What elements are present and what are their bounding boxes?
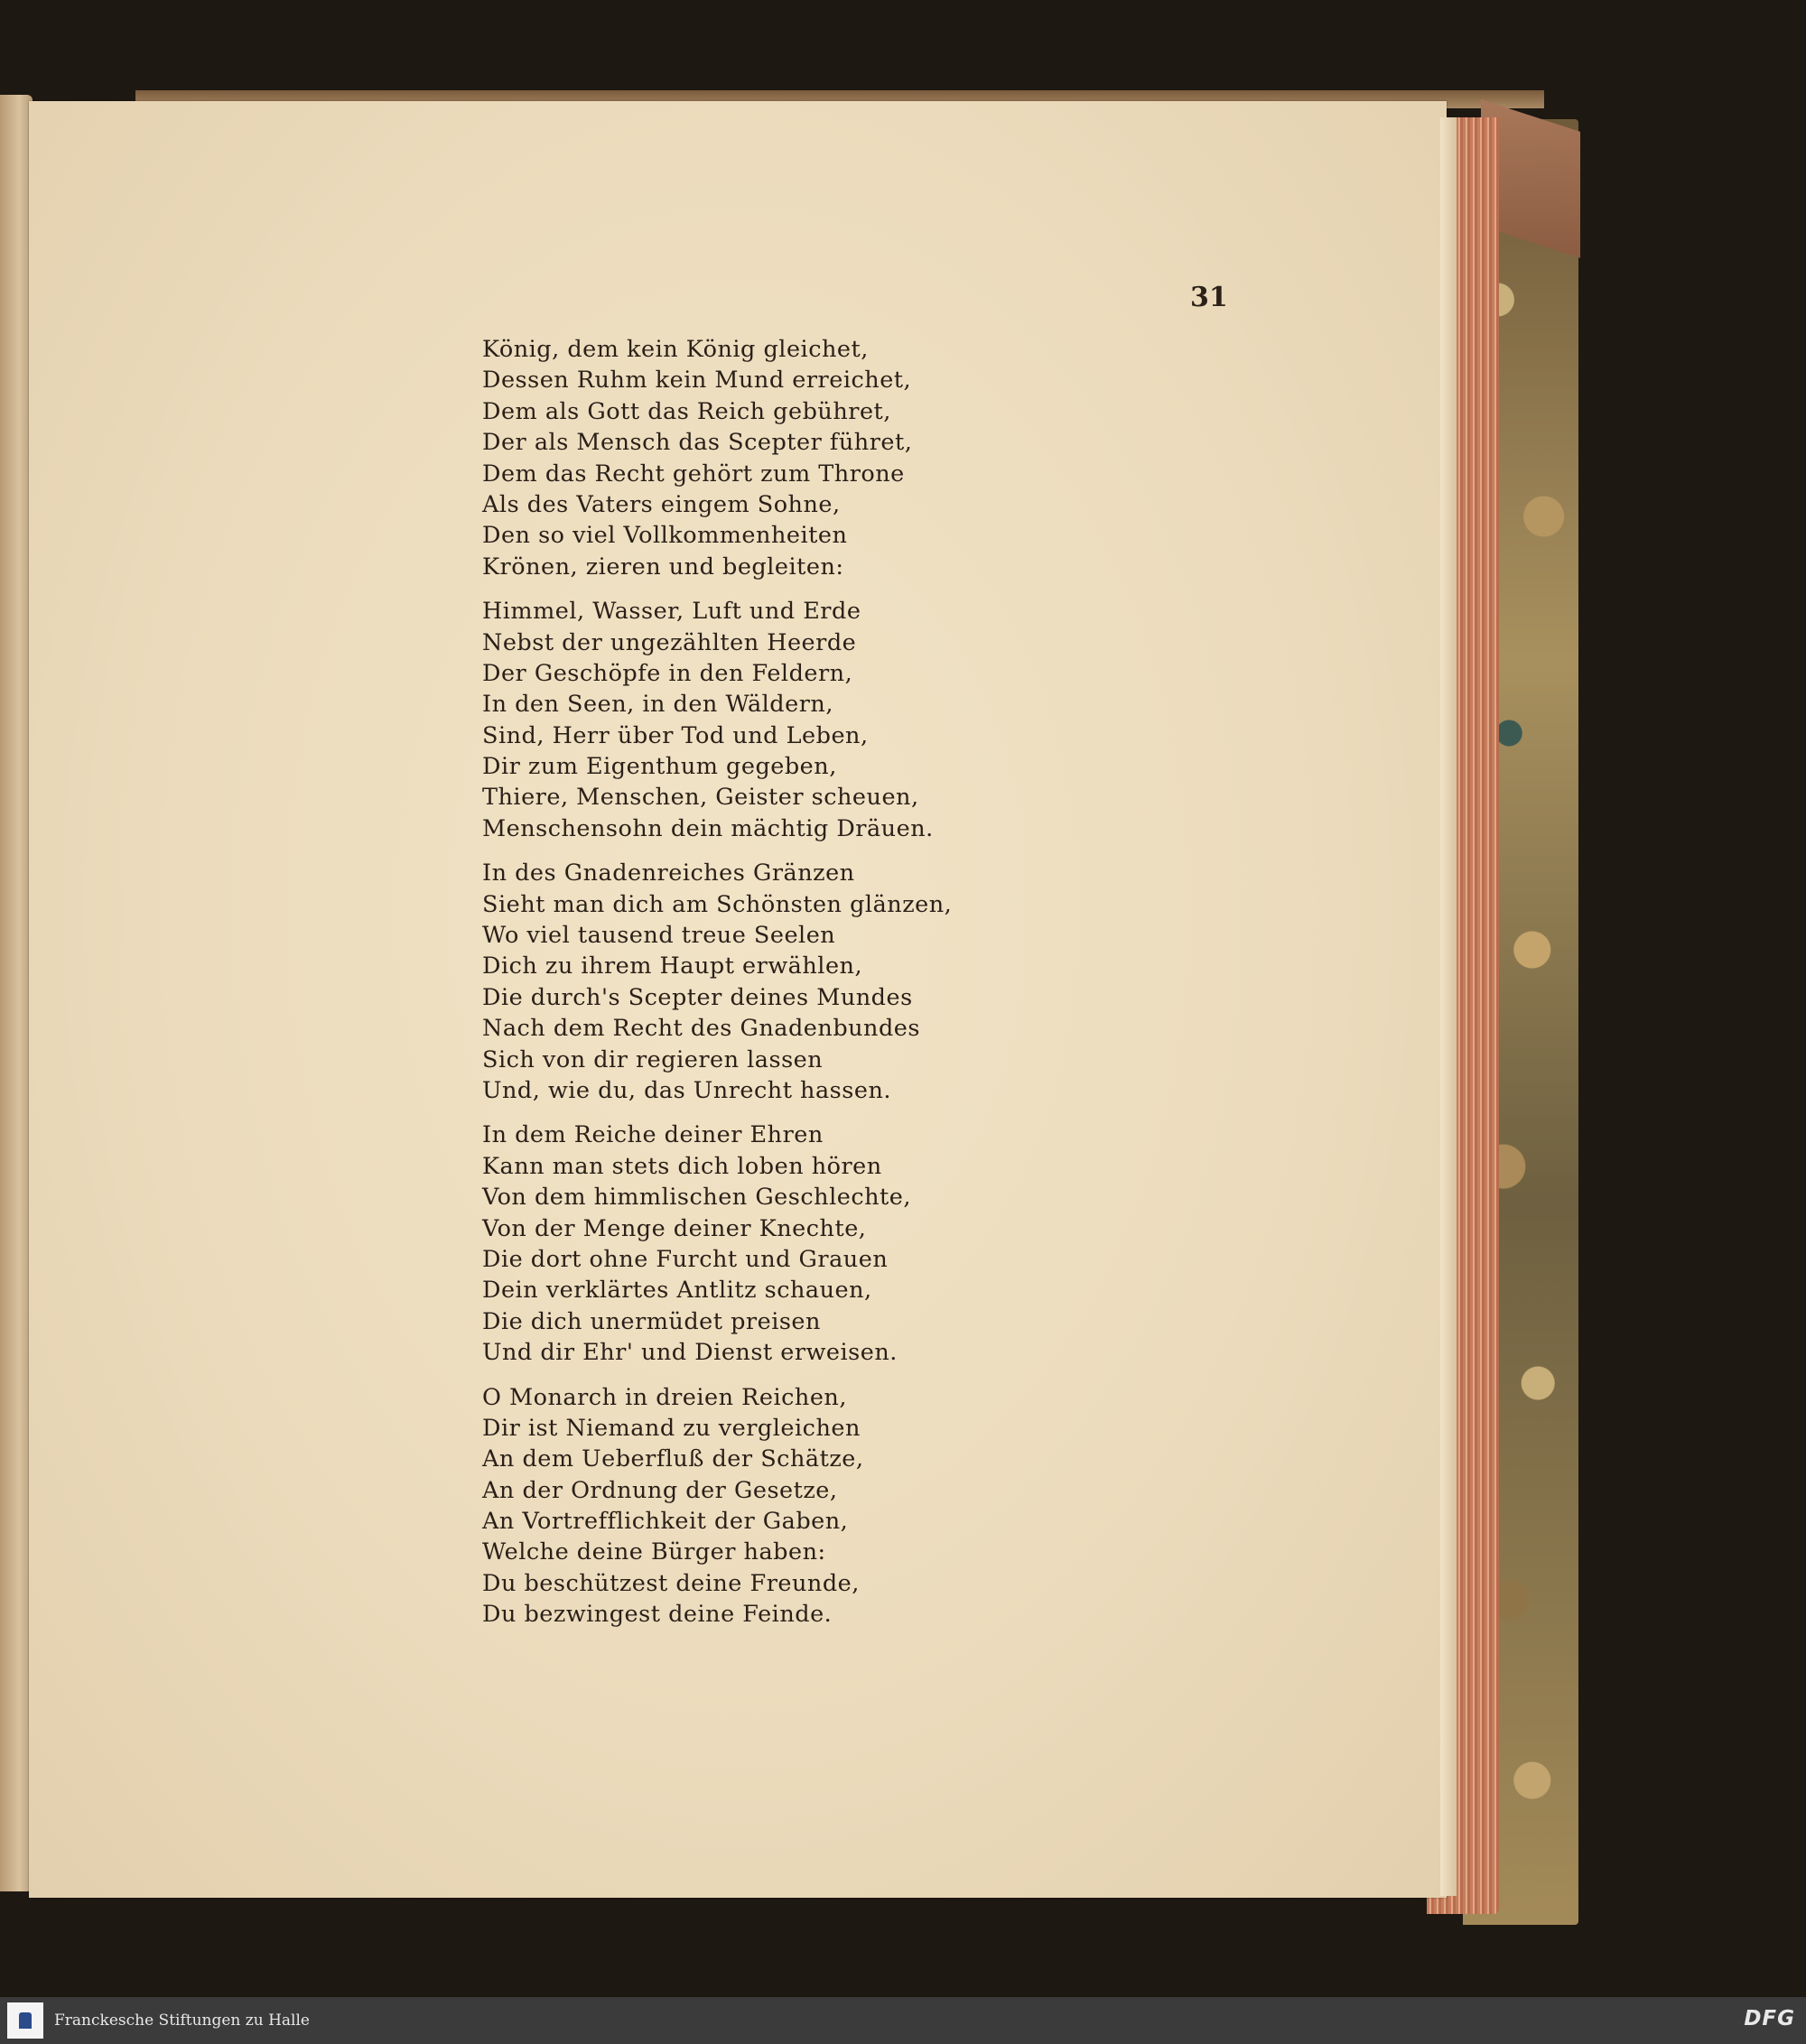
poem-line: Der Geschöpfe in den Feldern, <box>482 659 853 687</box>
poem-line: Dir zum Eigenthum gegeben, <box>482 753 837 781</box>
poem-line: Dem als Gott das Reich gebühret, <box>482 397 891 425</box>
stanza <box>482 858 952 1106</box>
poem-line: Den so viel Vollkommenheiten <box>482 522 848 550</box>
poem-line: An der Ordnung der Gesetze, <box>482 1476 838 1504</box>
poem-line: Krönen, zieren und begleiten: <box>482 553 844 581</box>
poem-line: An dem Ueberfluß der Schätze, <box>482 1445 864 1473</box>
institution-logo[interactable] <box>7 2002 43 2039</box>
poem-line: Und, wie du, das Unrecht hassen. <box>482 1076 891 1104</box>
stanza <box>482 1382 952 1631</box>
poem-line: In dem Reiche deiner Ehren <box>482 1121 824 1149</box>
poem-text <box>482 334 952 1644</box>
poem-line: Thiere, Menschen, Geister scheuen, <box>482 784 919 812</box>
stanza <box>482 334 952 582</box>
poem-line: An Vortrefflichkeit der Gaben, <box>482 1508 849 1536</box>
poem-line: Sich von dir regieren lassen <box>482 1045 824 1073</box>
francke-foundations-logo-icon <box>19 2012 32 2029</box>
stanza <box>482 596 952 844</box>
poem-line: Dir ist Niemand zu vergleichen <box>482 1414 861 1442</box>
poem-line: Der als Mensch das Scepter führet, <box>482 429 913 457</box>
poem-line: Als des Vaters eingem Sohne, <box>482 490 841 518</box>
poem-line: In den Seen, in den Wäldern, <box>482 691 833 719</box>
institution-name[interactable]: Franckesche Stiftungen zu Halle <box>54 2011 310 2030</box>
poem-line: Du bezwingest deine Feinde. <box>482 1601 833 1629</box>
poem-line: In des Gnadenreiches Gränzen <box>482 859 855 887</box>
poem-line: König, dem kein König gleichet, <box>482 336 869 363</box>
poem-line: Die dich unermüdet preisen <box>482 1307 821 1335</box>
poem-line: Dessen Ruhm kein Mund erreichet, <box>482 367 912 395</box>
poem-line: Dich zu ihrem Haupt erwählen, <box>482 952 863 980</box>
poem-line: Du beschützest deine Freunde, <box>482 1569 860 1597</box>
poem-line: Sieht man dich am Schönsten glänzen, <box>482 890 953 918</box>
poem-line: Dein verklärtes Antlitz schauen, <box>482 1277 872 1305</box>
page-right-edge <box>1440 117 1457 1896</box>
poem-line: Nebst der ungezählten Heerde <box>482 628 857 656</box>
previous-page-edge <box>0 95 33 1891</box>
poem-line: Von dem himmlischen Geschlechte, <box>482 1184 911 1212</box>
viewer-footer-bar <box>0 1997 1806 2044</box>
poem-line: Himmel, Wasser, Luft und Erde <box>482 598 861 626</box>
poem-line: Kann man stets dich loben hören <box>482 1152 882 1180</box>
poem-line: Menschensohn dein mächtig Dräuen. <box>482 814 934 842</box>
poem-line: Die dort ohne Furcht und Grauen <box>482 1245 889 1273</box>
page-number: 31 <box>1190 282 1228 313</box>
poem-line: Nach dem Recht des Gnadenbundes <box>482 1015 920 1043</box>
poem-line: Welche deine Bürger haben: <box>482 1538 826 1566</box>
poem-line: Dem das Recht gehört zum Throne <box>482 460 905 488</box>
poem-line: Sind, Herr über Tod und Leben, <box>482 721 869 749</box>
dfg-logo[interactable]: DFG <box>1744 2007 1795 2030</box>
poem-line: O Monarch in dreien Reichen, <box>482 1383 847 1411</box>
poem-line: Von der Menge deiner Knechte, <box>482 1214 867 1242</box>
stanza <box>482 1120 952 1368</box>
poem-line: Die durch's Scepter deines Mundes <box>482 983 913 1011</box>
poem-line: Und dir Ehr' und Dienst erweisen. <box>482 1339 898 1367</box>
poem-line: Wo viel tausend treue Seelen <box>482 922 836 950</box>
